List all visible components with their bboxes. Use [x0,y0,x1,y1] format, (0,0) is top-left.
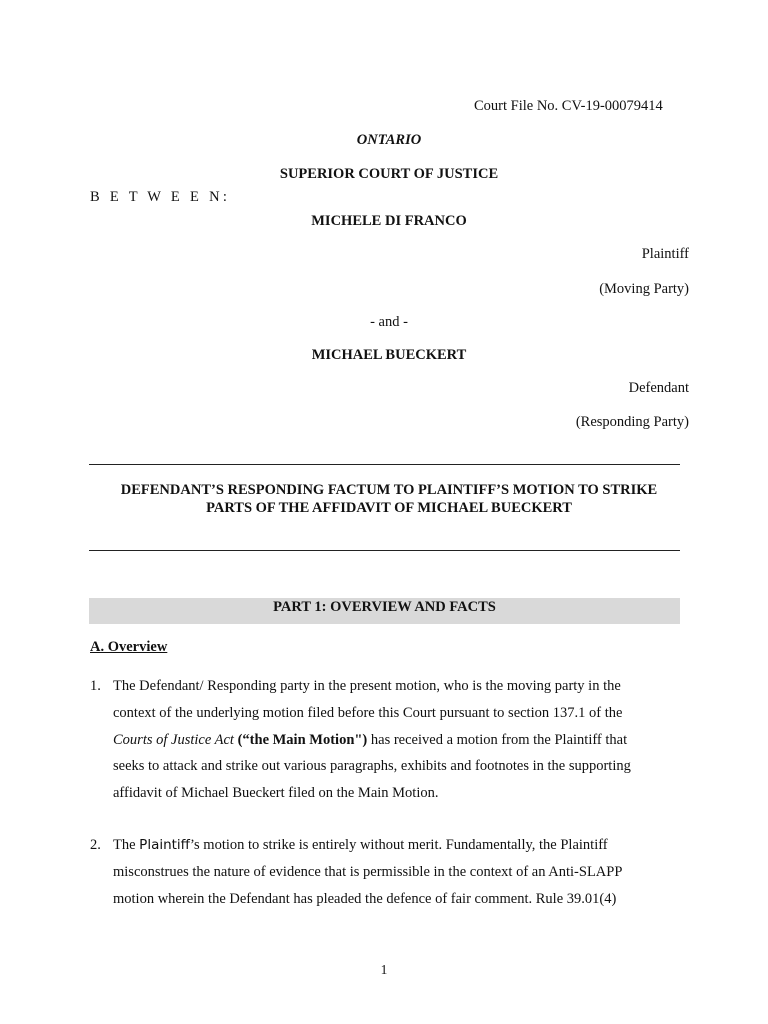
paragraph-2 [90,832,690,912]
paragraph-line: motion wherein the Defendant has pleaded the defence of fair comment. Rule 39.01(4) [113,890,617,907]
plaintiff-word: Plaintiff [139,837,190,853]
section-heading: A. Overview [90,639,168,655]
paragraph-line: The Defendant/ Responding party in the present motion, who is the moving party in the [113,678,621,694]
plaintiff-role: Plaintiff [641,246,689,262]
paragraph-line [113,727,690,754]
paragraph-line-start: The [113,837,140,853]
paragraph-line: affidavit of Michael Bueckert filed on the Main Motion. [113,785,439,802]
part-heading: PART 1: OVERVIEW AND FACTS [273,599,496,615]
defendant-name: MICHAEL BUECKERT [311,347,467,363]
defendant-motion-role: (Responding Party) [575,414,689,430]
paragraph-text [113,832,690,912]
document-title-line-2: PARTS OF THE AFFIDAVIT OF MICHAEL BUECKERT [206,500,572,516]
title-bottom-rule [89,550,680,551]
paragraph-line: context of the underlying motion filed before this Court pursuant to section 137.1 of the [113,704,623,721]
court-heading: SUPERIOR COURT OF JUSTICE [279,166,499,182]
paragraph-1 [90,673,690,807]
paragraph-line-rest: has received a motion from the Plaintiff that [367,731,628,748]
court-file-number: Court File No. CV-19-00079414 [474,98,663,114]
plaintiff-name: MICHELE DI FRANCO [311,213,467,229]
title-top-rule [89,464,680,465]
defendant-role: Defendant [628,380,689,396]
paragraph-number: 1. [90,678,101,694]
document-title [90,481,688,517]
act-name: Courts of Justice Act [113,731,234,748]
and-separator: - and - [370,314,408,330]
province-heading: ONTARIO [356,132,422,148]
defined-term: (“the Main Motion") [237,731,368,748]
page-number: 1 [380,962,388,977]
paragraph-line-rest: ’s motion to strike is entirely without merit. Fundamentally, the Plaintiff [190,837,608,853]
between-label: B E T W E E N: [90,189,231,205]
paragraph-line [113,832,690,859]
paragraph-text [113,673,690,807]
paragraph-line: misconstrues the nature of evidence that is permissible in the context of an Anti-SLAPP [113,863,623,880]
paragraph-line: seeks to attack and strike out various paragraphs, exhibits and footnotes in the supporting [113,758,631,775]
plaintiff-motion-role: (Moving Party) [599,281,689,297]
document-title-line-1: DEFENDANT’S RESPONDING FACTUM TO PLAINTIFF’S MOTION TO STRIKE [120,482,658,498]
paragraph-number: 2. [90,837,101,853]
